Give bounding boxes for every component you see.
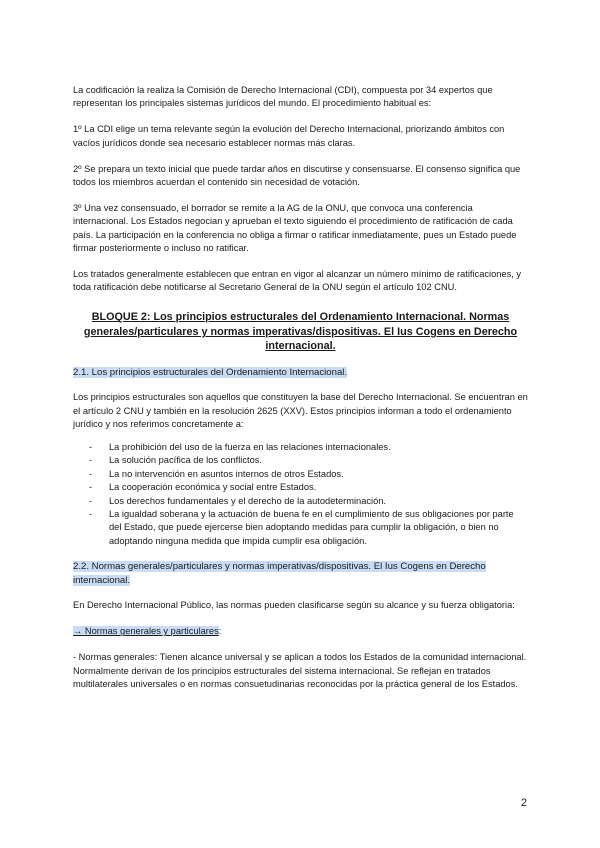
bullet-dash: - xyxy=(89,468,93,479)
list-item xyxy=(73,441,528,454)
list-item-text: La igualdad soberana y la actuación de buena fe en el cumplimiento de sus obligaciones por parte del Estado, que puede ejercerse bien adoptando medidas para cumplir la obligación, o bien no adoptando ninguna medida que impida cumplir esa obligación. xyxy=(109,508,514,546)
step-3-paragraph: 3º Una vez consensuado, el borrador se remite a la AG de la ONU, que convoca una conferencia internacional. Los Estados negocian y aprueban el texto siguiendo el procedimiento de ratificación de cada país. La participación en la conferencia no obliga a firmar o ratificar inmediatamente, pues un Estado puede firmar posteriormente o incluso no ratificar. xyxy=(73,203,517,253)
list-item-text: La prohibición del uso de la fuerza en las relaciones internacionales. xyxy=(109,441,391,452)
section-2-1-title-text: 2.1. Los principios estructurales del Ordenamiento Internacional. xyxy=(73,366,348,378)
bullet-dash: - xyxy=(89,482,93,493)
subheading-label: Normas generales y particulares xyxy=(84,626,219,637)
treaties-paragraph: Los tratados generalmente establecen que entran en vigor al alcanzar un número mínimo de ratificaciones, y toda ratificación debe notificarse al Secretario General de la ONU según el artículo 102 CNU. xyxy=(73,269,522,293)
step-1-paragraph: 1º La CDI elige un tema relevante según la evolución del Derecho Internacional, priorizando ámbitos con vacíos jurídicos donde sea necesario establecer normas más claras. xyxy=(73,124,505,148)
list-item xyxy=(73,481,528,494)
bullet-dash: - xyxy=(89,441,93,452)
block-2-heading: BLOQUE 2: Los principios estructurales del Ordenamiento Internacional. Normas generales/particulares y normas imperativas/dispositivas. El Ius Cogens en Derecho internacional. xyxy=(83,311,518,353)
page-content xyxy=(73,84,528,691)
list-item xyxy=(73,454,528,467)
list-item-text: La no intervención en asuntos internos de otros Estados. xyxy=(109,468,344,479)
bullet-dash: - xyxy=(89,495,93,506)
principles-list xyxy=(73,441,528,548)
list-item-text: Los derechos fundamentales y el derecho de la autodeterminación. xyxy=(109,495,387,506)
subheading-colon: : xyxy=(218,626,222,637)
intro-paragraph: La codificación la realiza la Comisión de Derecho Internacional (CDI), compuesta por 34 expertos que representan los principales sistemas jurídicos del mundo. El procedimiento habitual es: xyxy=(73,85,493,109)
section-2-2-title xyxy=(73,560,528,587)
section-2-1-paragraph: Los principios estructurales son aquellos que constituyen la base del Derecho Internacional. Se encuentran en el artículo 2 CNU y también en la resolución 2625 (XXV). Estos principios informan a todo el ordenamiento jurídico y nos referimos concretamente a: xyxy=(73,392,528,429)
section-2-2-title-text: 2.2. Normas generales/particulares y normas imperativas/dispositivas. El Ius Cogens en Derecho internacional. xyxy=(73,561,486,586)
general-particular-subheading xyxy=(73,625,528,638)
list-item-text: La cooperación económica y social entre Estados. xyxy=(109,482,317,493)
list-item xyxy=(73,468,528,481)
step-2-paragraph: 2º Se prepara un texto inicial que puede tardar años en discutirse y consensuarse. El consenso significa que todos los miembros acuerdan el contenido sin necesidad de votación. xyxy=(73,163,521,188)
section-2-2-paragraph: En Derecho Internacional Público, las normas pueden clasificarse según su alcance y su fuerza obligatoria: xyxy=(73,600,515,611)
bullet-dash: - xyxy=(89,455,93,466)
section-2-1-title xyxy=(73,366,528,379)
subheading-highlight xyxy=(73,626,219,636)
page-number: 2 xyxy=(520,797,527,809)
general-norms-paragraph: - Normas generales: Tienen alcance universal y se aplican a todos los Estados de la comunidad internacional. Normalmente derivan de los principios estructurales del sistema internacional. Se reflejan en tratados multilaterales universales o en normas consuetudinarias reconocidas por la práctica general de los Estados. xyxy=(73,652,527,689)
list-item-text: La solución pacífica de los conflictos. xyxy=(109,455,262,466)
bullet-dash: - xyxy=(89,508,93,519)
list-item xyxy=(73,495,528,508)
list-item xyxy=(73,508,528,548)
arrow-right-icon: → xyxy=(73,626,83,637)
